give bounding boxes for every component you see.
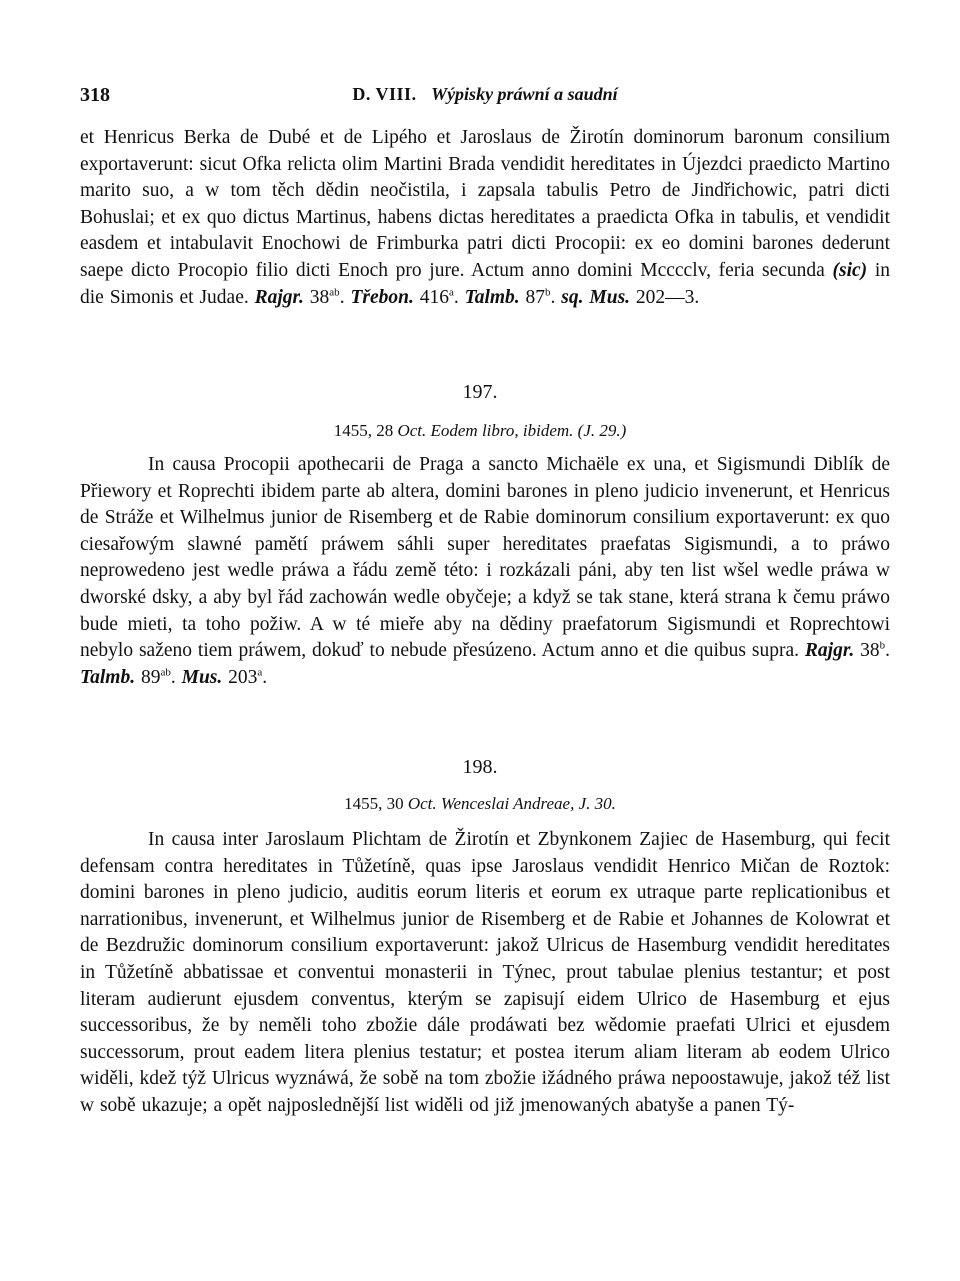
- text-run: 38: [854, 640, 880, 662]
- paragraph-continuation: [80, 125, 890, 311]
- text-run: v: [697, 259, 707, 281]
- page-header: [80, 84, 890, 110]
- text-run: , feria secunda: [706, 259, 833, 281]
- entry-date-198: [0, 794, 960, 814]
- italic-reference: Třebon.: [350, 286, 414, 308]
- paragraph-entry-198: In causa inter Jaroslaum Plichtam de Žirotín et Zbynkonem Zajiec de Hasemburg, qui fecit defensam contra hereditates in Tůžetíně, quas ipse Jaroslaus vendidit Henrico Mičan de Roztok: domini barones in pleno judicio, auditis eorum literis et eorum ex utraque parte replicationibus et narrationibus, invenerunt, et Wilhelmus junior de Risemberg et de Rabie et Johannes de Kolowrat et de Bezdružic dominorum consilium exportaverunt: jakož Ulricus de Hasemburg vendidit hereditates in Tůžetíně abbatissae et conventui monasterii in Týnec, prout tabulae plenius testantur; et post literam audierunt ejusdem conventus, kterým se zapisují eidem Ulrico de Hasemburg et ejus successoribus, že by neměli toho zbožie dále prodáwati bez wědomie praefati Ulrici et ejusdem successorum, prout eadem litera plenius testatur; et postea iterum aliam literam ab eodem Ulrico widěli, kdež týž Ulricus wyznáwá, že sobě na tom zbožie ižádného práwa nepoostawuje, jakož též list w sobě ukazuje; a opět najposlednější list widěli od již jmenowaných abatyše a panen Tý-: [80, 829, 890, 1116]
- text-run: In causa Procopii apothecarii de Praga a sancto Michaële ex una, et Sigismundi Diblík de Přiewory et Roprechti ibidem parte ab altera, domini barones in pleno judicio invenerunt, et Henricus de Stráže et Wilhelmus junior de Risemberg et de Rabie dominorum consilium exportaverunt: ex quo ciesařowým slawné pamětí práwem sáhli super hereditates praefatas Sigismundi, a to práwo neprowedeno jest wedle práwa a řádu země této: i rozkázali páni, aby ten list wšel wedle práwa w dworské dsky, a aby byl řád zachowán wedle obyčeje; a když se tak stane, která strana k čemu práwo bude mieti, ta toho požiw. A w té mieře aby na dědiny praefatorum Sigismundi et Roprechtowi nebylo saženo tiem práwem, dokuď to nebude přesúzeno. Actum anno et die quibus supra.: [80, 454, 890, 662]
- italic-reference: Talmb.: [464, 286, 520, 308]
- text-run: .: [339, 286, 351, 308]
- superscript-text: ab: [160, 666, 171, 679]
- italic-reference: Talmb.: [80, 666, 136, 688]
- entry-date-198-source: Oct. Wenceslai Andreae, J. 30.: [407, 794, 616, 813]
- entry-number-198: 198.: [462, 756, 498, 778]
- page-number: 318: [80, 84, 110, 106]
- text-run: 203: [222, 666, 258, 688]
- italic-reference: Rajgr.: [254, 286, 304, 308]
- superscript-text: b: [879, 639, 886, 652]
- text-run: .: [885, 640, 891, 662]
- entry-date-197-source: Oct. Eodem libro, ibidem. (J. 29.): [397, 421, 627, 440]
- entry-date-197-year: 1455, 28: [333, 421, 398, 440]
- text-run: 202—3.: [630, 286, 700, 308]
- superscript-text: ab: [329, 286, 340, 299]
- entry-date-198-year: 1455, 30: [344, 794, 408, 813]
- text-run: et Henricus Berka de Dubé et de Lipého et Jaroslaus de Žirotín dominorum baronum consilium exportaverunt: sicut Ofka relicta olim Martini Brada vendidit hereditates in Újezdci praedicto Martino marito suo, a w tom těch dědin neočistila, i zapsala tabulis Petro de Jindřichowic, patri dicti Bohuslai; et ex quo dictus Martinus, habens dictas hereditates a praedicta Ofka in tabulis, et vendidit easdem et intabulavit Enochowi de Frimburka patri dicti Procopii: ex eo domini barones dederunt saepe dicto Procopio filio dicti Enoch pro jure. Actum anno domini Mccccl: [80, 127, 890, 281]
- text-run: .: [453, 286, 465, 308]
- paragraph-entry-197: [80, 452, 890, 691]
- section-label: D. VIII.: [352, 84, 417, 104]
- entry-date-197: [0, 421, 960, 441]
- text-run: .: [550, 286, 562, 308]
- entry-number-197: 197.: [462, 381, 498, 403]
- superscript-text: a: [448, 286, 454, 299]
- italic-reference: Mus.: [181, 666, 223, 688]
- text-run: 89: [135, 666, 161, 688]
- text-run: 416: [413, 286, 449, 308]
- running-title: [80, 84, 890, 105]
- italic-reference: sq. Mus.: [561, 286, 631, 308]
- text-run: .: [170, 666, 182, 688]
- superscript-text: b: [545, 286, 551, 299]
- section-title: Wýpisky práwní a saudní: [431, 84, 618, 104]
- text-run: 38: [303, 286, 330, 308]
- italic-reference: Rajgr.: [804, 640, 855, 662]
- italic-reference: (sic): [832, 259, 868, 281]
- text-run: .: [262, 666, 268, 688]
- text-run: in die Simonis et Judae.: [80, 259, 890, 308]
- text-run: 87: [519, 286, 546, 308]
- superscript-text: a: [257, 666, 263, 679]
